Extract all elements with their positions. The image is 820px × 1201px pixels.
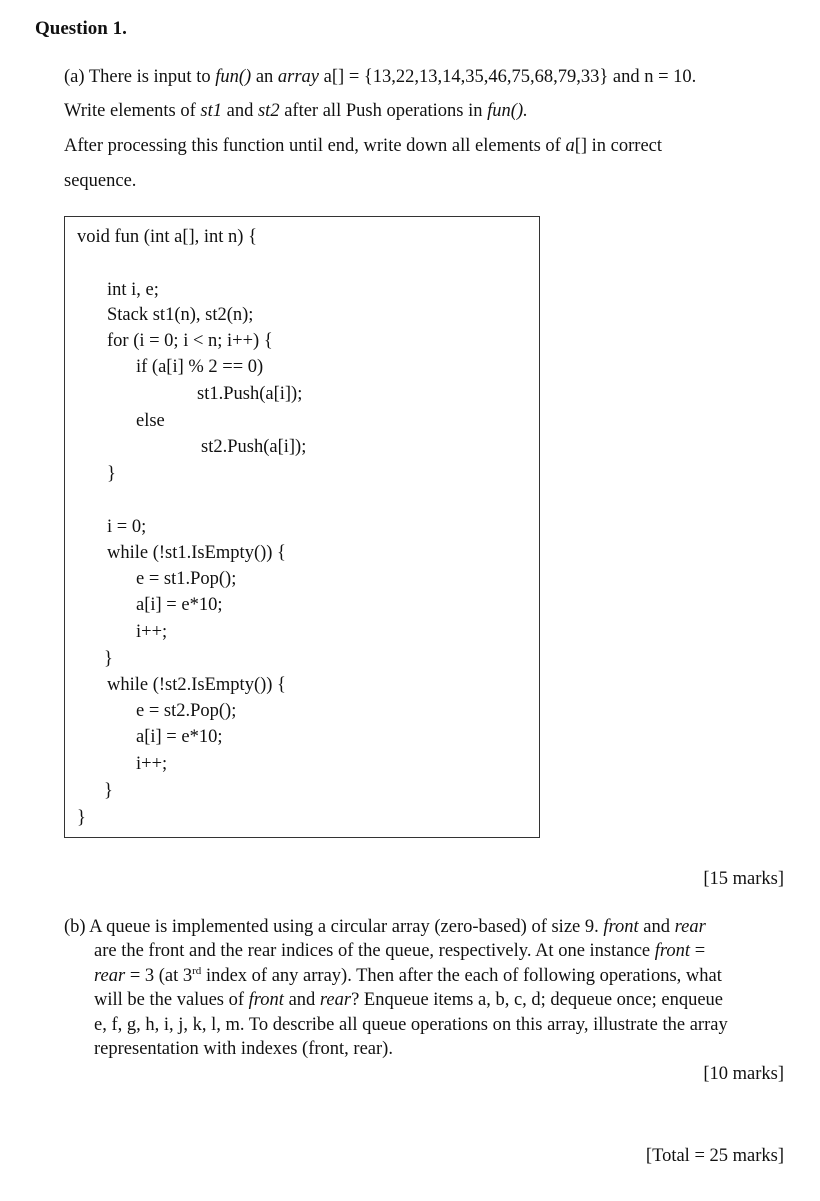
part-b-line-6: representation with indexes (front, rear). [94, 1039, 393, 1059]
part-a-line-4: sequence. [64, 171, 137, 191]
code-line: i++; [136, 622, 168, 642]
code-line: st2.Push(a[i]); [201, 437, 307, 457]
code-line: void fun (int a[], int n) { [77, 227, 257, 247]
question-title: Question 1. [35, 18, 127, 39]
part-a-line-3: After processing this function until end, write down all elements of a[] in correct [64, 136, 663, 156]
code-line: st1.Push(a[i]); [197, 384, 303, 404]
code-line: for (i = 0; i < n; i++) { [107, 331, 273, 351]
code-box [64, 216, 540, 838]
code-line: Stack st1(n), st2(n); [107, 305, 254, 325]
part-a-marks: [15 marks] [703, 869, 784, 889]
part-b-line-5: e, f, g, h, i, j, k, l, m. To describe all queue operations on this array, illustrate the array [94, 1015, 728, 1035]
code-line: i++; [136, 754, 168, 774]
part-b-line-3: rear = 3 (at 3rd index of any array). Then after the each of following operations, what [94, 965, 722, 986]
code-line: } [107, 464, 116, 484]
code-line: } [77, 808, 86, 828]
code-line: a[i] = e*10; [136, 727, 223, 747]
part-b-marks: [10 marks] [703, 1064, 784, 1084]
code-line: } [104, 781, 113, 801]
part-a-line-1: (a) There is input to fun() an array a[] = {13,22,13,14,35,46,75,68,79,33} and n = 10. [64, 67, 697, 87]
code-line: while (!st1.IsEmpty()) { [107, 543, 286, 563]
code-line: e = st2.Pop(); [136, 701, 237, 721]
code-line: int i, e; [107, 280, 159, 300]
code-line: if (a[i] % 2 == 0) [136, 357, 264, 377]
code-line: a[i] = e*10; [136, 595, 223, 615]
code-line: while (!st2.IsEmpty()) { [107, 675, 286, 695]
code-line: i = 0; [107, 517, 147, 537]
code-line: } [104, 649, 113, 669]
code-line: else [136, 411, 165, 431]
code-line: e = st1.Pop(); [136, 569, 237, 589]
part-b-line-2: are the front and the rear indices of the queue, respectively. At one instance front = [94, 941, 706, 961]
total-marks: [Total = 25 marks] [645, 1146, 784, 1166]
part-b-line-4: will be the values of front and rear? Enqueue items a, b, c, d; dequeue once; enqueue [94, 990, 723, 1010]
part-b-line-1: (b) A queue is implemented using a circular array (zero-based) of size 9. front and rear [64, 917, 706, 937]
part-a-line-2: Write elements of st1 and st2 after all Push operations in fun(). [64, 101, 528, 121]
